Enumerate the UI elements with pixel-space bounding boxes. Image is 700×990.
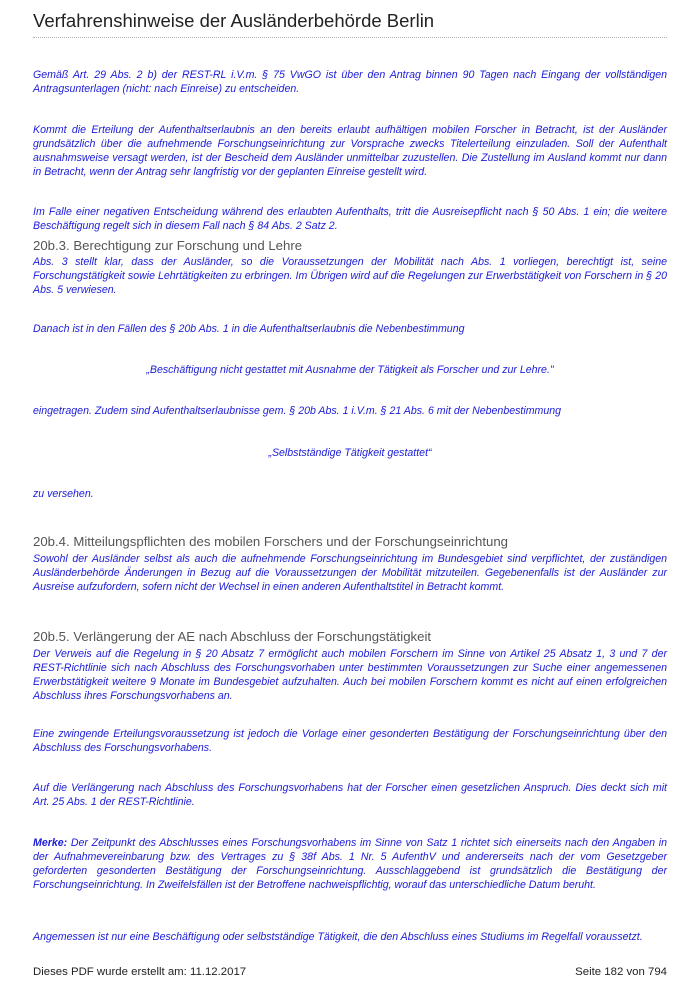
paragraph-permit-issuance: Kommt die Erteilung der Aufenthaltserlaubnis an den bereits erlaubt aufhältigen mobilen Forscher in Betracht, ist der Ausländer grundsätzlich über die aufnehmende Forschungseinrichtung zur Vorsprache zwecks Titelerteilung einzuladen. Soll der Aufenthalt ausnahmsweise versagt werden, ist der Bescheid dem Ausländer unmittelbar zuzustellen. Die Zustellung im Ausland kommt nur dann in Betracht, wenn der Antrag sehr langfristig vor der geplanten Einreise gestellt wird. xyxy=(33,124,667,178)
quote-self-employment: „Selbstständige Tätigkeit gestattet“ xyxy=(268,447,432,459)
section-heading-20b5: 20b.5. Verlängerung der AE nach Abschluss der Forschungstätigkeit xyxy=(33,629,432,644)
footer-created-date: Dieses PDF wurde erstellt am: 11.12.2017 xyxy=(33,966,247,978)
page-title: Verfahrenshinweise der Ausländerbehörde Berlin xyxy=(33,10,435,31)
footer-page-number: Seite 182 von 794 xyxy=(575,966,667,978)
paragraph-extension-reference: Der Verweis auf die Regelung in § 20 Absatz 7 ermöglicht auch mobilen Forschern im Sinne von Artikel 25 Absatz 1, 3 und 7 der REST-Richtlinie sich nach Abschluss des Forschungsvorhaben unter bestimmten Voraussetzungen zur Suche einer angemessenen Erwerbstätigkeit weitere 9 Monate im Bundesgebiet aufzuhalten. Auch bei mobilen Forschern kommt es nicht auf einen erfolgreichen Abschluss ihres Forschungsvorhabens an. xyxy=(33,648,667,702)
paragraph-mandatory-requirement: Eine zwingende Erteilungsvoraussetzung ist jedoch die Vorlage einer gesonderten Bestätigung der Forschungseinrichtung über den Abschluss des Forschungsvorhabens. xyxy=(33,728,667,754)
section-heading-20b4: 20b.4. Mitteilungspflichten des mobilen Forschers und der Forschungseinrichtung xyxy=(33,534,509,549)
paragraph-decision-deadline: Gemäß Art. 29 Abs. 2 b) der REST-RL i.V.m. § 75 VwGO ist über den Antrag binnen 90 Tagen nach Eingang der vollständigen Antragsunterlagen (nicht: nach Einreise) zu entscheiden. xyxy=(33,69,667,95)
paragraph-provided: zu versehen. xyxy=(33,488,94,500)
page-header xyxy=(33,8,667,38)
paragraph-negative-decision: Im Falle einer negativen Entscheidung während des erlaubten Aufenthalts, tritt die Ausreisepflicht nach § 50 Abs. 1 ein; die weitere Beschäftigung regelt sich in diesem Fall nach § 84 Abs. 2 Satz 2. xyxy=(33,206,667,232)
paragraph-merke xyxy=(33,836,667,892)
paragraph-legal-claim: Auf die Verlängerung nach Abschluss des Forschungsvorhabens hat der Forscher einen gesetzlichen Anspruch. Dies deckt sich mit Art. 25 Abs. 1 der REST-Richtlinie. xyxy=(33,782,667,808)
merke-label: Merke: xyxy=(33,837,68,849)
paragraph-appropriate-employment: Angemessen ist nur eine Beschäftigung oder selbstständige Tätigkeit, die den Abschluss eines Studiums im Regelfall voraussetzt. xyxy=(33,931,643,943)
quote-employment-restriction: „Beschäftigung nicht gestattet mit Ausnahme der Tätigkeit als Forscher und zur Lehre." xyxy=(146,364,554,376)
paragraph-research-teaching: Abs. 3 stellt klar, dass der Ausländer, so die Voraussetzungen der Mobilität nach Abs. 1 vorliegen, berechtigt ist, seine Forschungstätigkeit sowie Lehrtätigkeiten zu erbringen. Im Übrigen wird auf die Regelungen zur Erwerbstätigkeit von Forschern in § 20 Abs. 5 verwiesen. xyxy=(33,256,667,296)
paragraph-auxiliary-provision: Danach ist in den Fällen des § 20b Abs. 1 in die Aufenthaltserlaubnis die Nebenbestimmung xyxy=(33,323,465,335)
header-divider xyxy=(33,37,667,38)
merke-text: Der Zeitpunkt des Abschlusses eines Forschungsvorhabens im Sinne von Satz 1 richtet sich einerseits nach den Angaben in der Aufnahmevereinbarung bzw. des Vertrages zu § 38f Abs. 1 Nr. 5 AufenthV und andererseits nach der vom Gesetzgeber geforderten gesonderten Bestätigung der Forschungseinrichtung. Ausschlaggebend ist grundsätzlich die Bestätigung der Forschungseinrichtung. In Zweifelsfällen ist der Betroffene nachweispflichtig, worauf das unterschiedliche Datum beruht. xyxy=(33,837,667,891)
paragraph-notification-duties: Sowohl der Ausländer selbst als auch die aufnehmende Forschungseinrichtung im Bundesgebiet sind verpflichtet, der zuständigen Ausländerbehörde Änderungen in Bezug auf die Voraussetzungen der Mobilität mitzuteilen. Gegebenenfalls ist der Ausländer zur Ausreise aufzufordern, sofern nicht der Wechsel in einen anderen Aufenthaltstitel in Betracht kommt. xyxy=(33,553,667,593)
section-heading-20b3: 20b.3. Berechtigung zur Forschung und Lehre xyxy=(33,238,303,253)
paragraph-entered: eingetragen. Zudem sind Aufenthaltserlaubnisse gem. § 20b Abs. 1 i.V.m. § 21 Abs. 6 mit der Nebenbestimmung xyxy=(33,405,562,417)
